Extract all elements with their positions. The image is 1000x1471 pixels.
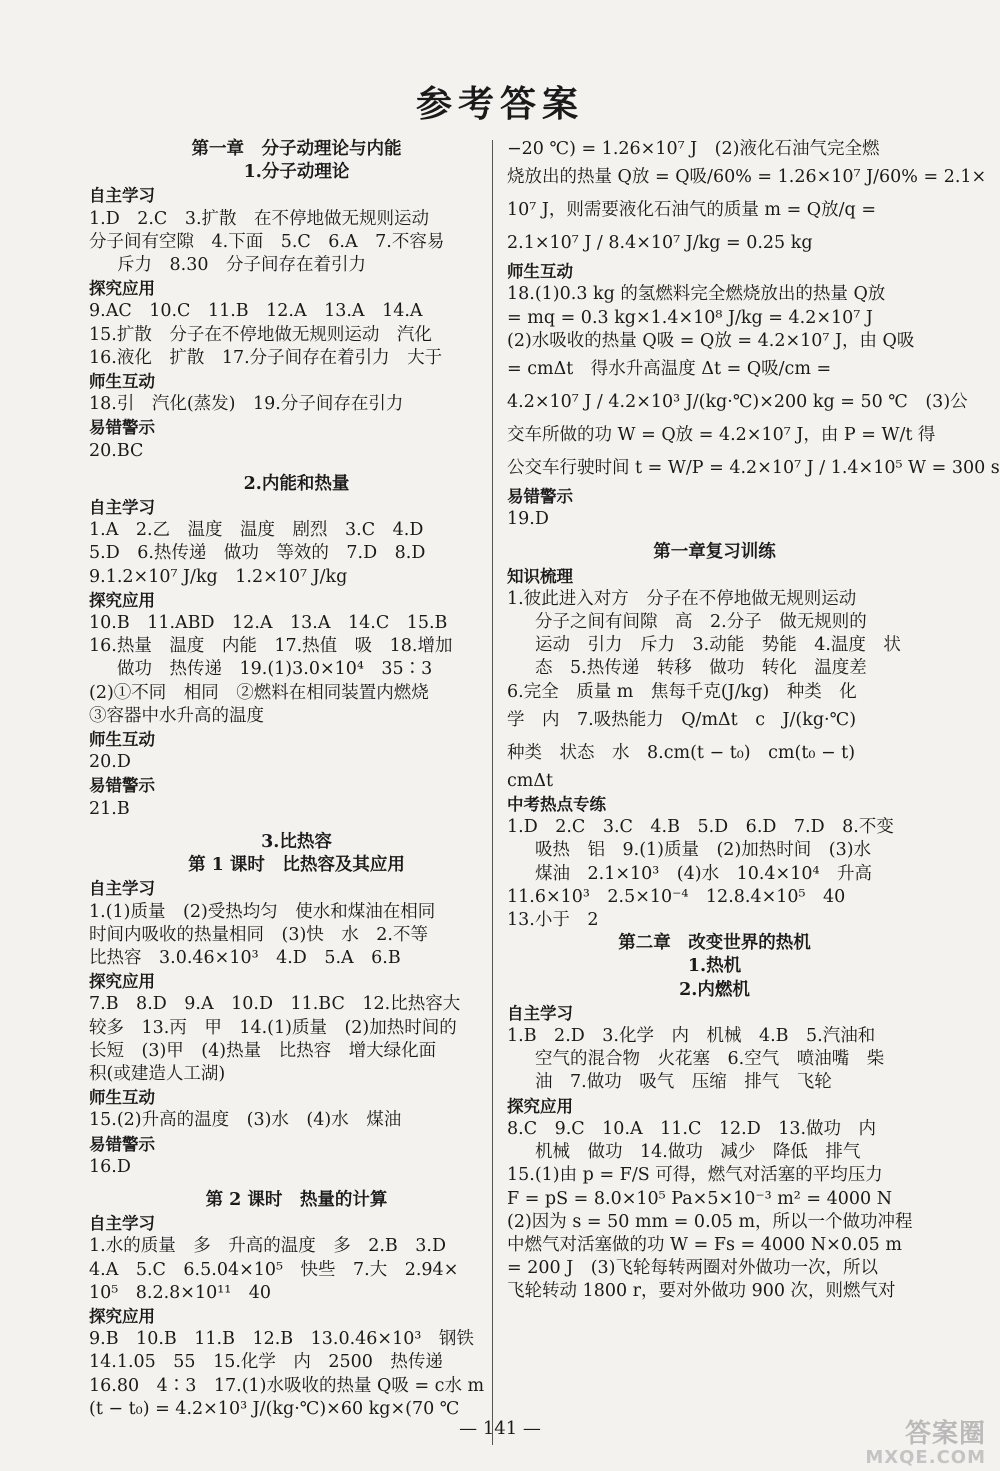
answer-line: 9.B 10.B 11.B 12.B 13.0.46×10³ 钢铁 xyxy=(89,1329,474,1350)
answer-line: 煤油 2.1×10³ (4)水 10.4×10⁴ 升高 xyxy=(535,863,872,884)
answer-line: 飞轮转动 1800 r，要对外做功 900 次，则燃气对 xyxy=(507,1281,896,1302)
chapter-heading: 2.内燃机 xyxy=(679,979,750,1000)
page-number: — 141 — xyxy=(459,1418,541,1439)
section-label: 师生互动 xyxy=(89,372,155,392)
answer-line: 21.B xyxy=(89,798,130,819)
answer-line: 4.A 5.C 6.5.04×10⁵ 快些 7.大 2.94× xyxy=(89,1259,459,1280)
answer-line: 1.D 2.C 3.C 4.B 5.D 6.D 7.D 8.不变 xyxy=(507,817,894,838)
formula-line: 学 内 7.吸热能力 Q/mΔt c J/(kg·℃) xyxy=(507,709,857,730)
watermark-logo-text: 答案圈 xyxy=(904,1419,986,1449)
answer-line: 运动 引力 斥力 3.动能 势能 4.温度 状 xyxy=(535,635,901,656)
answer-line: 中燃气对活塞做的功 W = Fs = 4000 N×0.05 m xyxy=(507,1234,902,1255)
answer-line: = mq = 0.3 kg×1.4×10⁸ J/kg = 4.2×10⁷ J xyxy=(507,307,873,328)
answer-line: 积(或建造人工湖) xyxy=(89,1063,226,1084)
answer-line: 18.引 汽化(蒸发) 19.分子间存在引力 xyxy=(89,394,404,415)
answer-line: 16.80 4∶3 17.(1)水吸收的热量 Q吸 = c水 m xyxy=(89,1375,485,1396)
answer-line: 19.D xyxy=(507,509,549,530)
answer-line: 1.(1)质量 (2)受热均匀 使水和煤油在相同 xyxy=(89,901,436,922)
answer-line: 空气的混合物 火花塞 6.空气 喷油嘴 柴 xyxy=(535,1049,885,1070)
spacer xyxy=(89,463,504,473)
answer-line: 9.AC 10.C 11.B 12.A 13.A 14.A xyxy=(89,301,423,322)
formula-line: 烧放出的热量 Q放 = Q吸/60% = 1.26×10⁷ J/60% = 2.1× xyxy=(507,167,987,188)
left-column xyxy=(89,138,504,1421)
answer-line: −20 ℃) = 1.26×10⁷ J (2)液化石油气完全燃 xyxy=(507,139,880,159)
formula-line: 公交车行驶时间 t = W/P = 4.2×10⁷ J / 1.4×10⁵ W = 300 s xyxy=(507,458,1000,479)
answer-line: 7.B 8.D 9.A 10.D 11.BC 12.比热容大 xyxy=(89,994,461,1015)
formula-line: 10⁷ J，则需要液化石油气的质量 m = Q放/q = xyxy=(507,200,876,221)
chapter-heading: 第二章 改变世界的热机 xyxy=(618,933,811,954)
section-label: 探究应用 xyxy=(89,279,155,299)
answer-line: 1.水的质量 多 升高的温度 多 2.B 3.D xyxy=(89,1236,446,1257)
answer-line: ③容器中水升高的温度 xyxy=(89,705,264,726)
answer-line: 1.A 2.乙 温度 温度 剧烈 3.C 4.D xyxy=(89,520,424,541)
section-label: 易错警示 xyxy=(89,1134,155,1154)
answer-line: 分子之间有间隙 高 2.分子 做无规则的 xyxy=(535,612,867,633)
spacer xyxy=(89,821,504,831)
answer-line: 做功 热传递 19.(1)3.0×10⁴ 35∶3 xyxy=(117,659,433,680)
page-title: 参考答案 xyxy=(415,83,584,125)
answer-line: (2)①不同 相同 ②燃料在相同装置内燃烧 xyxy=(89,682,429,703)
answer-line: = 200 J (3)飞轮每转两圈对外做功一次，所以 xyxy=(507,1258,878,1279)
section-label: 自主学习 xyxy=(89,498,155,518)
answer-line: 16.液化 扩散 17.分子间存在着引力 大于 xyxy=(89,347,443,368)
right-column xyxy=(507,138,1000,1304)
answer-line: 14.1.05 55 15.化学 内 2500 热传递 xyxy=(89,1352,443,1373)
chapter-heading: 第一章复习训练 xyxy=(653,542,776,563)
answer-line: 20.D xyxy=(89,752,131,773)
answer-line: 8.C 9.C 10.A 11.C 12.D 13.做功 内 xyxy=(507,1118,877,1139)
answer-line: 15.扩散 分子在不停地做无规则运动 汽化 xyxy=(89,324,432,345)
spacer xyxy=(507,531,922,541)
section-label: 师生互动 xyxy=(507,262,573,282)
answer-line: 态 5.热传递 转移 做功 转化 温度差 xyxy=(535,658,867,679)
formula-line: 交车所做的功 W = Q放 = 4.2×10⁷ J，由 P = W/t 得 xyxy=(507,425,936,446)
chapter-heading: 3.比热容 xyxy=(261,831,332,852)
answer-line: 长短 (3)甲 (4)热量 比热容 增大绿化面 xyxy=(89,1040,437,1061)
section-label: 探究应用 xyxy=(507,1096,573,1116)
section-label: 师生互动 xyxy=(89,730,155,750)
watermark-url: MXQE.COM xyxy=(865,1447,986,1468)
section-label: 自主学习 xyxy=(89,879,155,899)
section-label: 易错警示 xyxy=(89,776,155,796)
answer-line: 16.D xyxy=(89,1156,131,1177)
answer-line: 5.D 6.热传递 做功 等效的 7.D 8.D xyxy=(89,543,426,564)
answer-line: 9.1.2×10⁷ J/kg 1.2×10⁷ J/kg xyxy=(89,566,348,587)
chapter-heading: 第 1 课时 比热容及其应用 xyxy=(188,855,405,876)
answer-line: 10.B 11.ABD 12.A 13.A 14.C 15.B xyxy=(89,613,448,634)
chapter-heading: 第一章 分子动理论与内能 xyxy=(191,139,402,159)
section-label: 探究应用 xyxy=(89,590,155,610)
section-label: 自主学习 xyxy=(89,186,155,206)
chapter-heading: 1.分子动理论 xyxy=(243,162,350,183)
watermark xyxy=(865,1419,986,1470)
answer-line: 1.D 2.C 3.扩散 在不停地做无规则运动 xyxy=(89,208,430,229)
formula-line: 2.1×10⁷ J / 8.4×10⁷ J/kg = 0.25 kg xyxy=(507,233,813,254)
formula-line: = cmΔt 得水升高温度 Δt = Q吸/cm = xyxy=(507,359,832,380)
column-divider xyxy=(492,140,493,1445)
answer-line: (2)因为 s = 50 mm = 0.05 m，所以一个做功冲程 xyxy=(507,1211,913,1232)
chapter-heading: 1.热机 xyxy=(687,956,742,977)
answer-line: (2)水吸收的热量 Q吸 = Q放 = 4.2×10⁷ J，由 Q吸 xyxy=(507,330,915,351)
answer-line: F = pS = 8.0×10⁵ Pa×5×10⁻³ m² = 4000 N xyxy=(507,1188,893,1209)
answer-line: 时间内吸收的热量相同 (3)快 水 2.不等 xyxy=(89,924,428,945)
chapter-heading: 第 2 课时 热量的计算 xyxy=(205,1189,388,1210)
section-label: 自主学习 xyxy=(507,1003,573,1023)
section-label: 知识梳理 xyxy=(507,566,573,586)
section-label: 师生互动 xyxy=(89,1088,155,1108)
answer-line: 20.BC xyxy=(89,440,144,461)
answer-line: 比热容 3.0.46×10³ 4.D 5.A 6.B xyxy=(89,947,401,968)
answer-line: 10⁵ 8.2.8×10¹¹ 40 xyxy=(89,1282,272,1303)
answer-line: 1.彼此进入对方 分子在不停地做无规则运动 xyxy=(507,588,857,609)
answer-line: 15.(2)升高的温度 (3)水 (4)水 煤油 xyxy=(89,1110,402,1131)
answer-line: (t − t₀) = 4.2×10³ J/(kg·℃)×60 kg×(70 ℃ xyxy=(89,1398,460,1419)
section-label: 自主学习 xyxy=(89,1214,155,1234)
answer-line: 15.(1)由 p = F/S 可得，燃气对活塞的平均压力 xyxy=(507,1165,883,1186)
section-label: 易错警示 xyxy=(89,418,155,438)
answer-line: 6.完全 质量 m 焦每千克(J/kg) 种类 化 xyxy=(507,681,857,702)
section-label: 中考热点专练 xyxy=(507,795,606,815)
answer-line: 18.(1)0.3 kg 的氢燃料完全燃烧放出的热量 Q放 xyxy=(507,284,886,305)
answer-line: cmΔt xyxy=(507,770,554,791)
answer-line: 油 7.做功 吸气 压缩 排气 飞轮 xyxy=(535,1072,832,1093)
answer-line: 13.小于 2 xyxy=(507,910,599,931)
answer-line: 机械 做功 14.做功 减少 降低 排气 xyxy=(535,1142,861,1163)
answer-line: 吸热 铝 9.(1)质量 (2)加热时间 (3)水 xyxy=(535,840,872,861)
section-label: 易错警示 xyxy=(507,487,573,507)
formula-line: 种类 状态 水 8.cm(t − t₀) cm(t₀ − t) xyxy=(507,742,856,763)
answer-line: 16.热量 温度 内能 17.热值 吸 18.增加 xyxy=(89,636,453,657)
formula-line: 4.2×10⁷ J / 4.2×10³ J/(kg·℃)×200 kg = 50 ℃ (3)公 xyxy=(507,392,968,413)
section-label: 探究应用 xyxy=(89,972,155,992)
answer-line: 斥力 8.30 分子间存在着引力 xyxy=(117,255,366,276)
chapter-heading: 2.内能和热量 xyxy=(243,473,350,494)
spacer xyxy=(89,1179,504,1189)
section-label: 探究应用 xyxy=(89,1306,155,1326)
answer-line: 1.B 2.D 3.化学 内 机械 4.B 5.汽油和 xyxy=(507,1026,876,1047)
answer-line: 11.6×10³ 2.5×10⁻⁴ 12.8.4×10⁵ 40 xyxy=(507,886,846,907)
answer-line: 分子间有空隙 4.下面 5.C 6.A 7.不容易 xyxy=(89,231,445,252)
answer-line: 较多 13.丙 甲 14.(1)质量 (2)加热时间的 xyxy=(89,1017,457,1038)
